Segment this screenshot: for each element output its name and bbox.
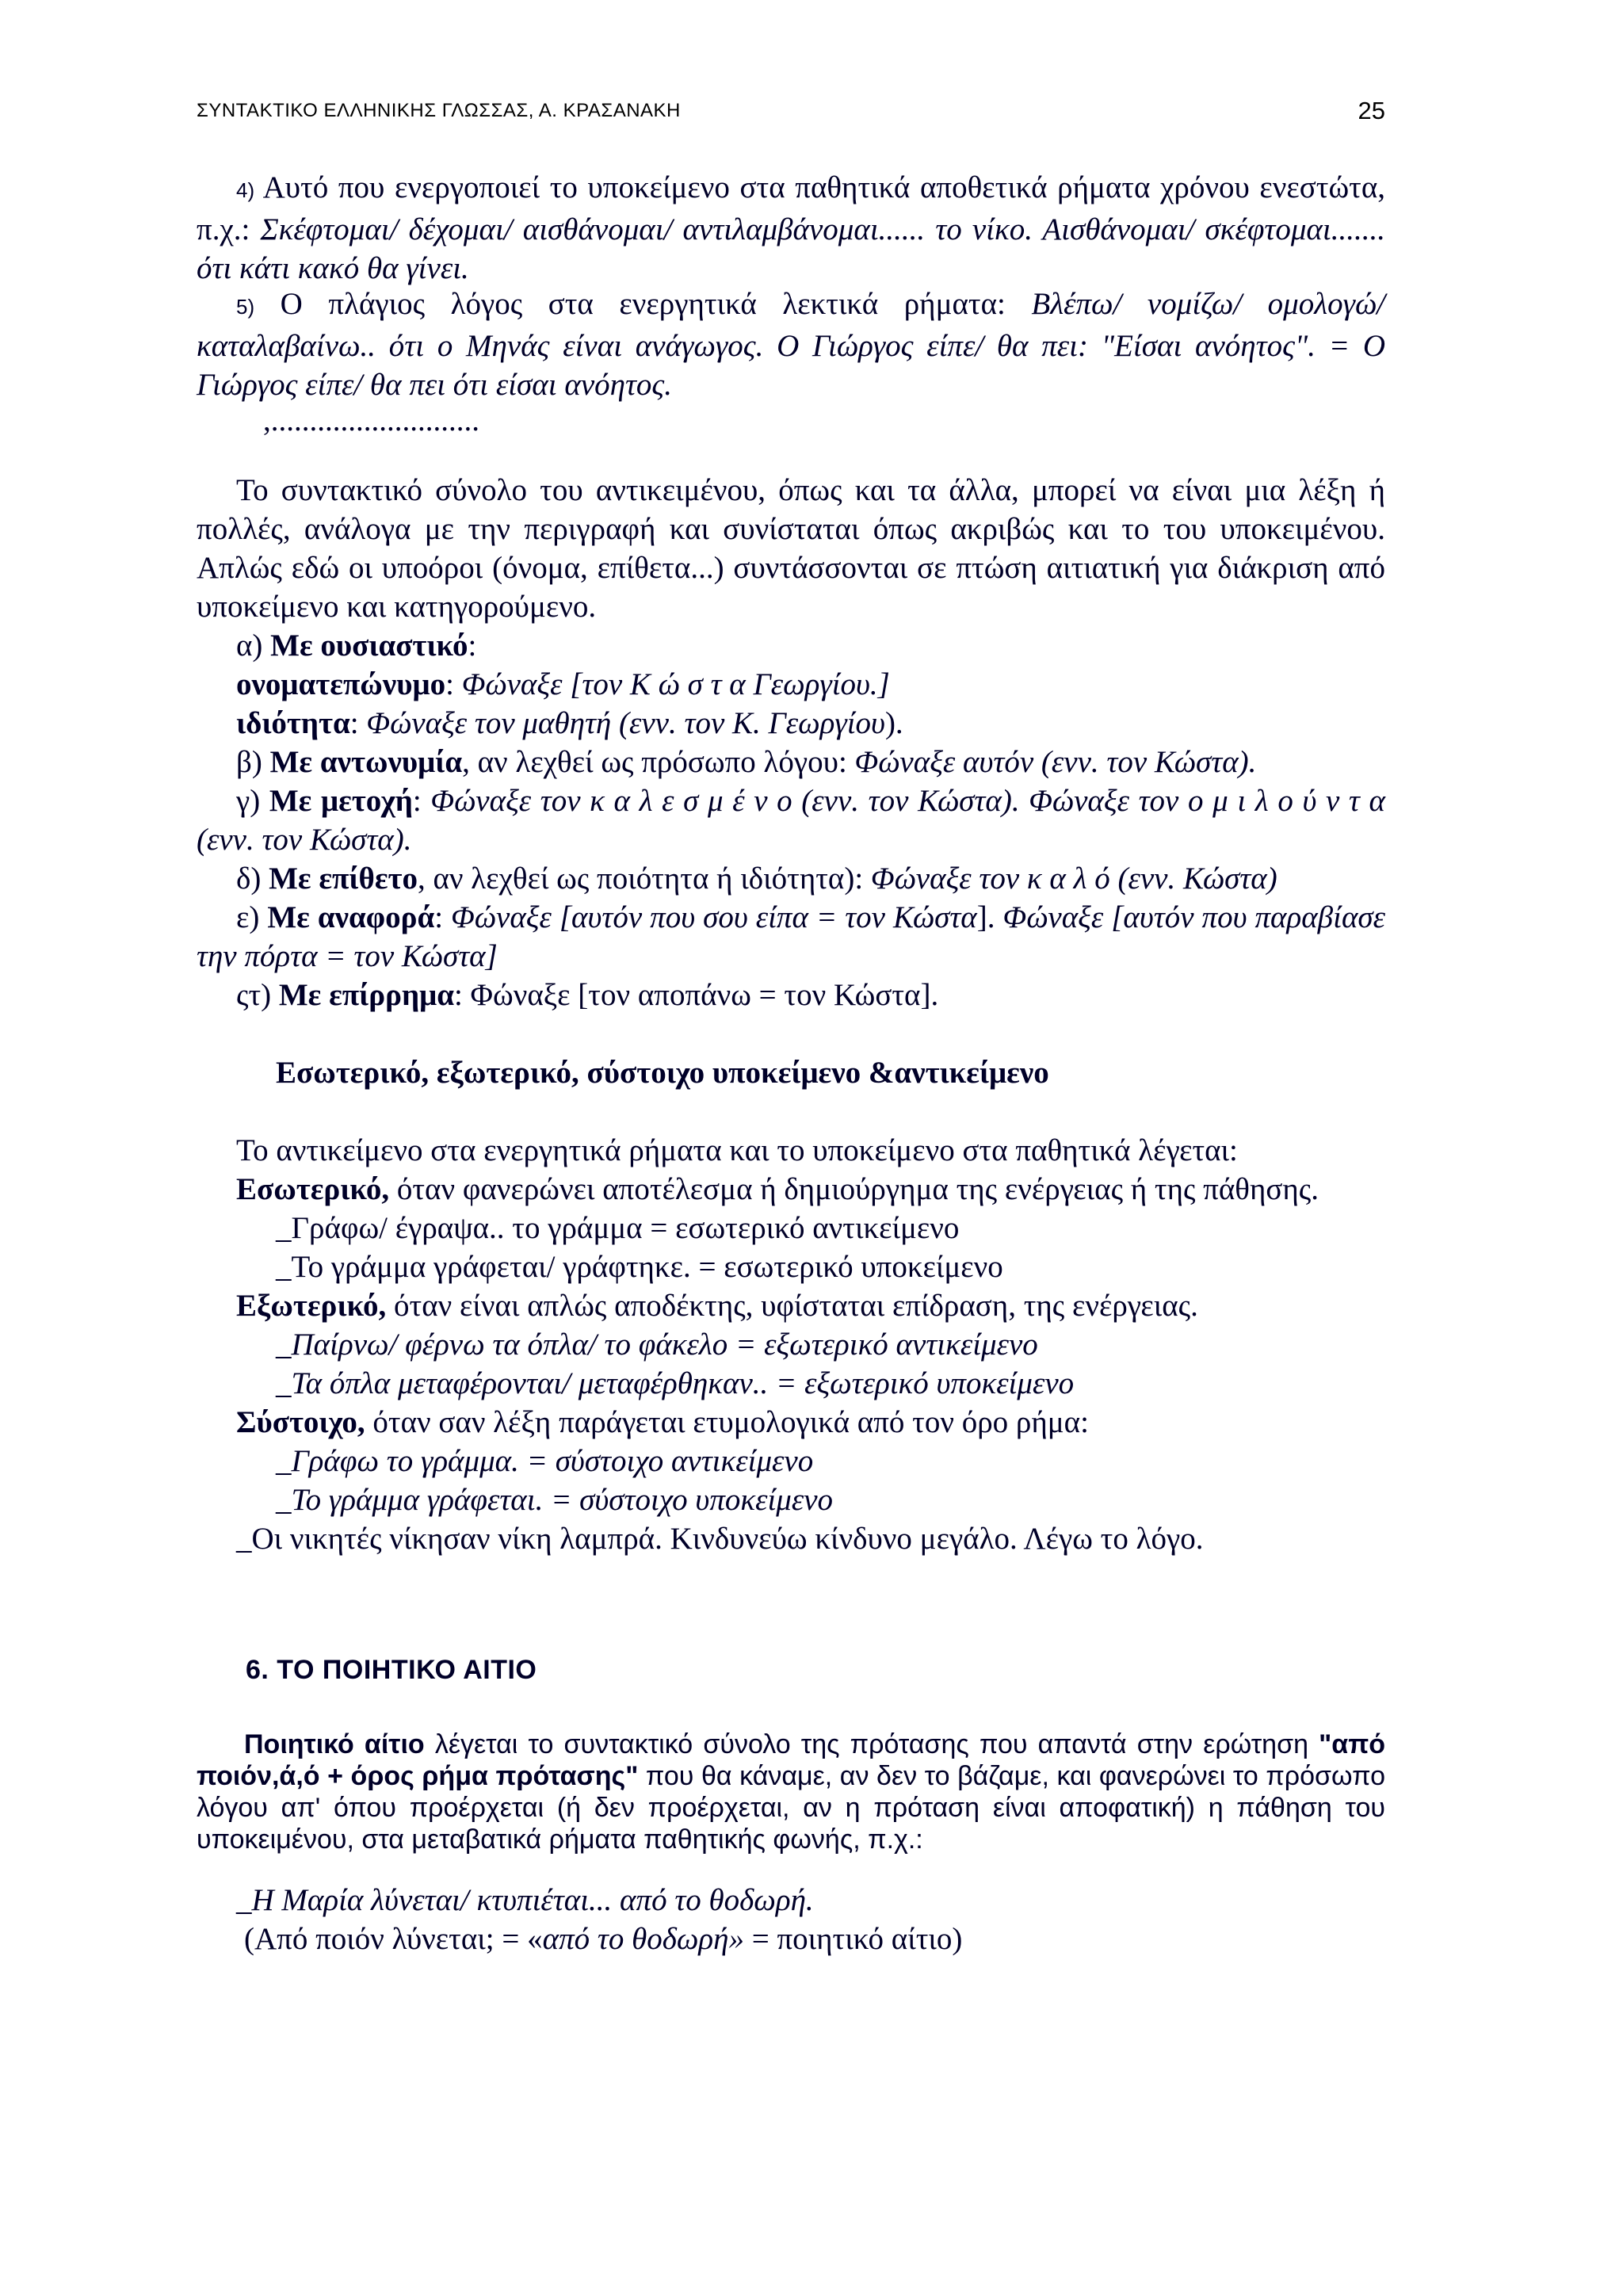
item-4-number: 4) — [236, 178, 255, 202]
internal-label: Εσωτερικό, — [236, 1172, 390, 1206]
internal-example-1: _Γράφω/ έγραψα.. το γράμμα = εσωτερικό αντικείμενο — [276, 1211, 960, 1245]
page-header — [197, 95, 1385, 136]
item-e-example-2: Φώναξε [αυτόν που παραβίασε την πόρτα = τον Κώστα] — [197, 900, 1386, 973]
item-g-label: Με μετοχή — [269, 784, 413, 818]
page-number: 25 — [1358, 97, 1385, 124]
item-d-label: Με επίθετο — [269, 861, 418, 896]
cognate-example-1: _Γράφω το γράμμα. = σύστοιχο αντικείμενο — [276, 1444, 814, 1478]
object-list — [197, 626, 1385, 1014]
internal-section-heading: Εσωτερικό, εξωτερικό, σύστοιχο υποκείμενο &αντικείμενο — [276, 1056, 1049, 1090]
cognate-example-3: _Οι νικητές νίκησαν νίκη λαμπρά. Κινδυνεύω κίνδυνο μεγάλο. Λέγω το λόγο. — [236, 1522, 1204, 1556]
item-e-prefix: ε) — [236, 900, 260, 934]
item-e: ε) Με αναφορά: Φώναξε [αυτόν που σου είπα = τον Κώστα]. Φώναξε [αυτόν που παραβίασε την πόρτα = τον Κώστα] — [197, 900, 1386, 973]
agent-explanation-end: = ποιητικό αίτιο) — [743, 1922, 963, 1956]
agent-explanation-italic: από το θοδωρή» — [542, 1922, 744, 1956]
section-6-heading: 6. ΤΟ ΠΟΙΗΤΙΚΟ ΑΙΤΙΟ — [246, 1655, 537, 1685]
agent-text-2: που θα κάναμε, αν δεν το βάζαμε, και φανερώνει το πρόσωπο λόγου απ' όπου προέρχεται (ή δεν προέρχεται, αν η πρόταση είναι αποφατική) η πάθηση του υποκειμένου, στα μεταβατικά ρήματα παθητικής φωνής, π.χ.: — [197, 1761, 1385, 1855]
item-st-text: : Φώναξε [τον αποπάνω = τον Κώστα]. — [453, 978, 939, 1012]
cognate-example-2: _Το γράμμα γράφεται. = σύστοιχο υποκείμενο — [276, 1483, 834, 1517]
external-label: Εξωτερικό, — [236, 1289, 387, 1323]
item-e-label: Με αναφορά — [267, 900, 435, 934]
item-5 — [197, 285, 1385, 404]
item-a2-label: ιδιότητα — [236, 706, 350, 740]
agent-paragraph — [197, 1729, 1385, 1855]
item-b — [197, 743, 1385, 781]
cognate-text: όταν σαν λέξη παράγεται ετυμολογικά από τον όρο ρήμα: — [365, 1405, 1089, 1439]
internal-text: όταν φανερώνει αποτέλεσμα ή δημιούργημα της ενέργειας ή της πάθησης. — [389, 1172, 1319, 1206]
agent-label: Ποιητικό αίτιο — [244, 1729, 425, 1759]
item-a2-example: Φώναξε τον μαθητή (ενν. τον Κ. Γεωργίου — [366, 706, 885, 740]
item-b-prefix: β) — [236, 745, 262, 779]
item-d-prefix: δ) — [236, 861, 262, 896]
agent-question: "από ποιόν,ά,ό + όρος ρήμα πρότασης" — [197, 1729, 1385, 1791]
external-example-1: _Παίρνω/ φέρνω τα όπλα/ το φάκελο = εξωτερικό αντικείμενο — [276, 1328, 1038, 1362]
external-text: όταν είναι απλώς αποδέκτης, υφίσταται επίδραση, της ενέργειας. — [386, 1289, 1198, 1323]
item-5-example: Βλέπω/ νομίζω/ ομολογώ/ καταλαβαίνω.. ότι ο Μηνάς είναι ανάγωγος. Ο Γιώργος είπε/ θα πει: "Είσαι ανόητος". = Ο Γιώργος είπε/ θα πει ότι είσαι ανόητος. — [197, 287, 1386, 402]
cognate-label: Σύστοιχο, — [236, 1405, 365, 1439]
item-g: γ) Με μετοχή: Φώναξε τον κ α λ ε σ μ έ ν ο (ενν. τον Κώστα). Φώναξε τον ο μ ι λ ο ύ ν τ α (ενν. τον Κώστα). — [197, 784, 1385, 857]
agent-explanation-start: (Από ποιόν λύνεται; = « — [244, 1922, 543, 1956]
agent-text-1: λέγεται το συντακτικό σύνολο της πρότασης που απαντά στην ερώτηση — [424, 1729, 1319, 1759]
item-a-prefix: α) — [236, 628, 263, 663]
item-a2-tail: ). — [884, 706, 903, 740]
agent-examples — [197, 1881, 1385, 1958]
ellipsis-line: ,........................... — [263, 403, 479, 437]
item-e-example-1: Φώναξε [αυτόν που σου είπα = τον Κώστα — [451, 900, 977, 934]
item-a — [197, 626, 1385, 665]
item-a1-label: ονοματεπώνυμο — [236, 667, 446, 701]
item-4 — [197, 168, 1385, 288]
running-title: ΣΥΝΤΑΚΤΙΚΟ ΕΛΛΗΝΙΚΗΣ ΓΛΩΣΣΑΣ, Α. ΚΡΑΣΑΝΑΚΗ — [197, 100, 681, 121]
internal-definition — [197, 1170, 1385, 1209]
item-5-text: Ο πλάγιος λόγος στα ενεργητικά λεκτικά ρήματα: — [280, 287, 1006, 321]
item-st — [197, 976, 1385, 1014]
item-d — [197, 859, 1385, 898]
item-b-text: , αν λεχθεί ως πρόσωπο λόγου: — [462, 745, 847, 779]
internal-example-2: _Το γράμμα γράφεται/ γράφτηκε. = εσωτερικό υποκείμενο — [276, 1250, 1003, 1284]
item-5-number: 5) — [236, 295, 255, 319]
item-b-label: Με αντωνυμία — [269, 745, 463, 779]
item-g-example: Φώναξε τον κ α λ ε σ μ έ ν ο (ενν. τον Κώστα). Φώναξε τον ο μ ι λ ο ύ ν τ α (ενν. τον Κώστα). — [197, 784, 1385, 857]
agent-explanation — [197, 1920, 1385, 1958]
agent-example: _Η Μαρία λύνεται/ κτυπιέται... από το θοδωρή. — [236, 1883, 814, 1917]
cognate-definition — [197, 1403, 1385, 1442]
item-st-prefix: ςτ) — [236, 978, 272, 1012]
item-b-example: Φώναξε αυτόν (ενν. τον Κώστα). — [854, 745, 1257, 779]
item-4-example: Σκέφτομαι/ δέχομαι/ αισθάνομαι/ αντιλαμβάνομαι...... το νίκο. Αισθάνομαι/ σκέφτομαι....... ότι κάτι κακό θα γίνει. — [197, 212, 1385, 285]
item-st-label: Με επίρρημα — [278, 978, 454, 1012]
external-example-2: _Τα όπλα μεταφέρονται/ μεταφέρθηκαν.. = εξωτερικό υποκείμενο — [276, 1366, 1075, 1400]
object-paragraph-text: Το συντακτικό σύνολο του αντικειμένου, όπως και τα άλλα, μπορεί να είναι μια λέξη ή πολλές, ανάλογα με την περιγραφή και συνίσταται όπως ακριβώς και το του υποκειμένου. Απλώς εδώ οι υποόροι (όνομα, επίθετα...) συντάσσονται σε πτώση αιτιατική για διάκριση από υποκείμενο και κατηγορούμενο. — [197, 473, 1385, 624]
external-definition — [197, 1286, 1385, 1325]
item-d-text: , αν λεχθεί ως ποιότητα ή ιδιότητα): — [417, 861, 864, 896]
item-e-separator: ]. — [976, 900, 995, 934]
item-a1: ονοματεπώνυμο: Φώναξε [τον Κ ώ σ τ α Γεωργίου.] — [236, 667, 890, 701]
internal-section-body — [197, 1131, 1385, 1558]
item-4-text: Αυτό που ενεργοποιεί το υποκείμενο στα παθητικά αποθετικά ρήματα χρόνου ενεστώτα, π.χ.: — [197, 170, 1385, 246]
item-g-prefix: γ) — [236, 784, 261, 818]
item-d-example: Φώναξε τον κ α λ ό (ενν. Κώστα) — [870, 861, 1277, 896]
item-a-label: Με ουσιαστικό — [270, 628, 468, 663]
item-a-colon: : — [468, 628, 477, 663]
internal-intro: Το αντικείμενο στα ενεργητικά ρήματα και το υποκείμενο στα παθητικά λέγεται: — [236, 1133, 1238, 1167]
item-a2: ιδιότητα: Φώναξε τον μαθητή (ενν. τον Κ. Γεωργίου). — [236, 706, 903, 740]
item-a1-example: Φώναξε [τον Κ ώ σ τ α Γεωργίου.] — [461, 667, 890, 701]
object-paragraph — [197, 471, 1385, 626]
